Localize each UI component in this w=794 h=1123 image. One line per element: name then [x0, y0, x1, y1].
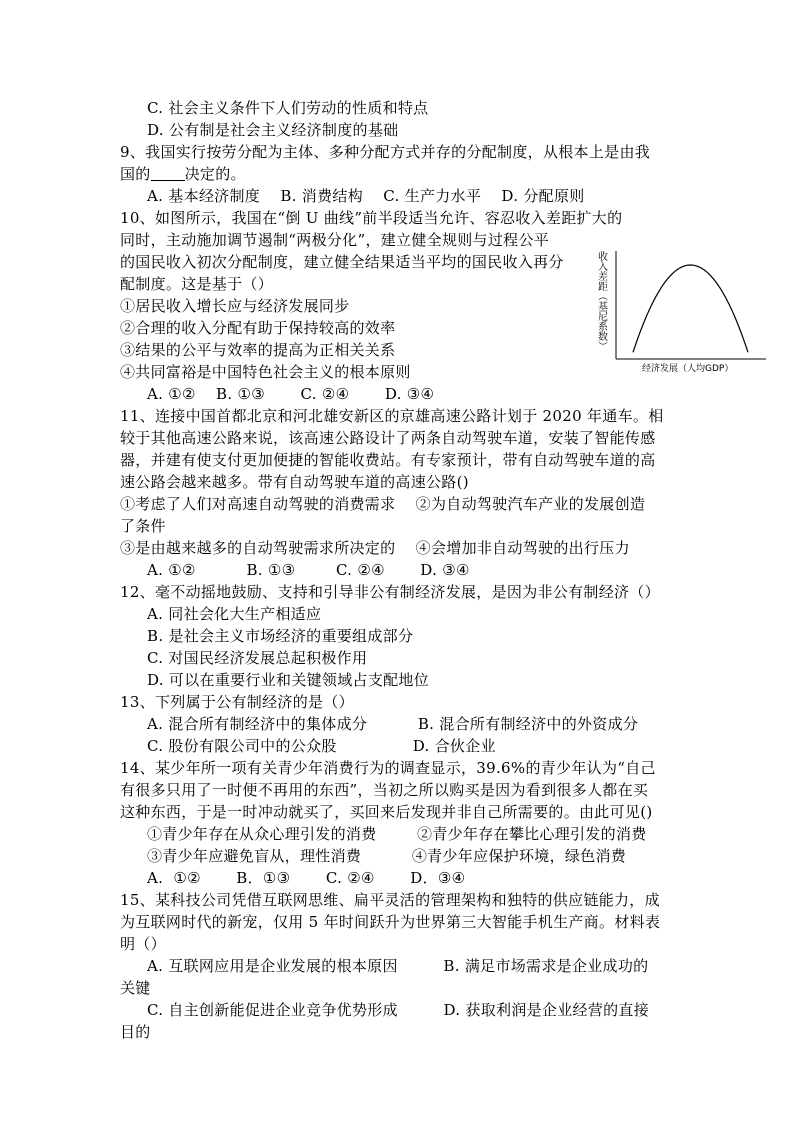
question-12-option-d: D. 可以在重要行业和关键领域占支配地位 — [147, 671, 430, 689]
question-10-item-1: ①居民收入增长应与经济发展同步 — [120, 297, 350, 315]
question-9-stem: 9、我国实行按劳分配为主体、多种分配方式并存的分配制度，从根本上是由我 — [120, 143, 651, 161]
question-12-option-c: C. 对国民经济发展总起积极作用 — [147, 649, 368, 667]
question-12-stem: 12、毫不动摇地鼓励、支持和引导非公有制经济发展，是因为非公有制经济（） — [120, 583, 660, 601]
question-11-stem-3: 器，并建有使支付更加便捷的智能收费站。有专家预计，带有自动驾驶车道的高 — [120, 451, 656, 469]
question-9-options: A. 基本经济制度 B. 消费结构 C. 生产力水平 D. 分配原则 — [147, 187, 585, 205]
question-14-stem: 14、某少年所一项有关青少年消费行为的调查显示，39.6%的青少年认为“自己 — [120, 759, 656, 777]
question-11-items-1-cont: 了条件 — [120, 517, 166, 535]
option-d-line: D. 公有制是社会主义经济制度的基础 — [147, 121, 399, 139]
inverted-u-curve-chart — [595, 247, 768, 377]
q9-prefix: 国的 — [120, 165, 151, 183]
question-11-items-1: ①考虑了人们对高速自动驾驶的消费需求 ②为自动驾驶汽车产业的发展创造 — [120, 495, 646, 513]
question-14-items-34: ③青少年应避免盲从，理性消费 ④青少年应保护环境，绿色消费 — [147, 847, 627, 865]
fill-blank — [151, 166, 185, 181]
y-axis-label: 收入差距（基尼系数） — [595, 251, 607, 351]
question-11-items-2: ③是由越来越多的自动驾驶需求所决定的 ④会增加非自动驾驶的出行压力 — [120, 539, 630, 557]
question-15-options-cd: C. 自主创新能促进企业竞争优势形成 D. 获取利润是企业经营的直接 — [147, 1001, 650, 1019]
question-10-stem-3: 的国民收入初次分配制度，建立健全结果适当平均的国民收入再分 — [120, 253, 564, 271]
question-11-stem: 11、连接中国首都北京和河北雄安新区的京雄高速公路计划于 2020 年通车。相 — [120, 407, 664, 425]
question-12-option-a: A. 同社会化大生产相适应 — [147, 605, 322, 623]
question-13-options-ab: A. 混合所有制经济中的集体成分 B. 混合所有制经济中的外资成分 — [147, 715, 639, 733]
option-c-line: C. 社会主义条件下人们劳动的性质和特点 — [147, 99, 429, 117]
question-14-stem-3: 这种东西，于是一时冲动就买了，买回来后发现并非自己所需要的。由此可见() — [120, 803, 653, 821]
question-13-options-cd: C. 股份有限公司中的公众股 D. 合伙企业 — [147, 737, 496, 755]
question-14-stem-2: 有很多只用了一时便不再用的东西”，当初之所以购买是因为看到很多人都在买 — [120, 781, 649, 799]
question-15-stem-3: 明（） — [120, 935, 166, 953]
question-11-stem-2: 较于其他高速公路来说，该高速公路设计了两条自动驾驶车道，安装了智能传感 — [120, 429, 656, 447]
question-15-stem-2: 为互联网时代的新宠，仅用 5 年时间跃升为世界第三大智能手机生产商。材料表 — [120, 913, 661, 931]
question-10-item-2: ②合理的收入分配有助于保持较高的效率 — [120, 319, 396, 337]
q9-suffix: 决定的。 — [184, 165, 246, 183]
question-11-stem-4: 速公路会越来越多。带有自动驾驶车道的高速公路() — [120, 473, 469, 491]
question-10-item-4: ④共同富裕是中国特色社会主义的根本原则 — [120, 363, 411, 381]
question-15-options-cd-cont: 目的 — [120, 1023, 151, 1041]
question-9-stem-cont — [120, 164, 246, 185]
question-14-items-12: ①青少年存在从众心理引发的消费 ②青少年存在攀比心理引发的消费 — [147, 825, 647, 843]
question-13-stem: 13、下列属于公有制经济的是（） — [120, 693, 354, 711]
question-12-option-b: B. 是社会主义市场经济的重要组成部分 — [147, 627, 414, 645]
question-10-item-3: ③结果的公平与效率的提高为正相关关系 — [120, 341, 396, 359]
question-14-options: A. ①② B．①③ C. ②④ D．③④ — [147, 869, 466, 887]
question-10-stem-2: 同时，主动施加调节遏制“两极分化”，建立健全规则与过程公平 — [120, 231, 550, 249]
question-15-options-ab: A. 互联网应用是企业发展的根本原因 B. 满足市场需求是企业成功的 — [147, 957, 649, 975]
question-11-options: A. ①② B. ①③ C. ②④ D. ③④ — [147, 561, 470, 579]
question-10-stem: 10、如图所示，我国在“倒 U 曲线”前半段适当允许、容忍收入差距扩大的 — [120, 209, 623, 227]
question-15-options-ab-cont: 关键 — [120, 979, 151, 997]
question-10-options: A. ①② B. ①③ C. ②④ D. ③④ — [147, 385, 435, 403]
curve-line — [633, 265, 748, 352]
question-10-stem-4: 配制度。这是基于（） — [120, 275, 274, 293]
x-axis-label: 经济发展（人均GDP） — [642, 364, 734, 374]
question-15-stem: 15、某科技公司凭借互联网思维、扁平灵活的管理架构和独特的供应链能力，成 — [120, 891, 660, 909]
